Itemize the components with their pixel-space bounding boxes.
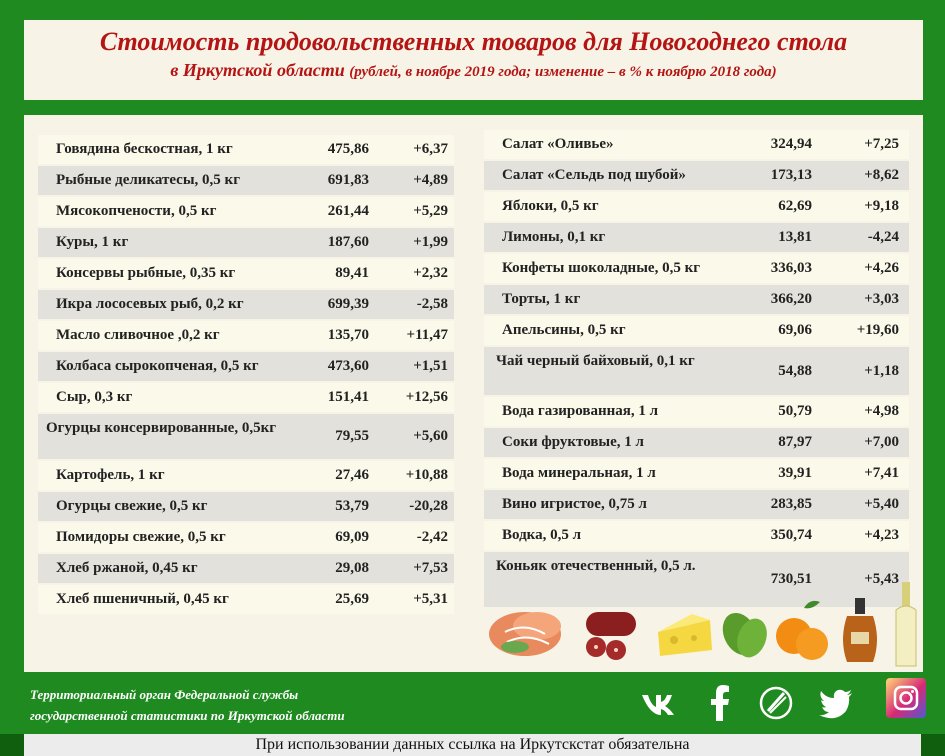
product-price: 69,09 <box>335 529 369 545</box>
product-price: 79,55 <box>335 428 369 444</box>
price-change: -4,24 <box>867 229 899 245</box>
price-change: +7,00 <box>864 434 899 450</box>
product-name: Вино игристое, 0,75 л <box>502 496 647 512</box>
product-name: Чай черный байховый, 0,1 кг <box>496 353 695 369</box>
price-change: +3,03 <box>864 291 899 307</box>
product-price: 50,79 <box>778 403 812 419</box>
instagram-icon[interactable] <box>886 678 926 718</box>
price-change: +2,32 <box>413 265 448 281</box>
citation-notice: При использовании данных ссылка на Иркутскстат обязательна <box>24 734 921 756</box>
price-change: +19,60 <box>856 322 899 338</box>
price-change: +1,18 <box>864 363 899 379</box>
content-panel <box>24 115 923 672</box>
odnoklassniki-icon[interactable] <box>758 683 794 723</box>
price-change: +5,43 <box>864 571 899 587</box>
table-row <box>484 459 909 488</box>
product-price: 366,20 <box>770 291 812 307</box>
table-row <box>484 161 909 190</box>
subtitle-region: в Иркутской области <box>170 60 345 80</box>
table-row <box>38 383 454 412</box>
price-change: -2,58 <box>416 296 448 312</box>
price-change: +5,60 <box>413 428 448 444</box>
product-price: 89,41 <box>335 265 369 281</box>
table-row <box>484 397 909 426</box>
table-row <box>484 521 909 550</box>
product-name: Хлеб пшеничный, 0,45 кг <box>56 591 229 607</box>
product-price: 283,85 <box>770 496 812 512</box>
price-change: +12,56 <box>405 389 448 405</box>
product-name: Соки фруктовые, 1 л <box>502 434 644 450</box>
product-price: 54,88 <box>778 363 812 379</box>
table-row <box>38 352 454 381</box>
price-change: +8,62 <box>864 167 899 183</box>
product-name: Мясокопчености, 0,5 кг <box>56 203 217 219</box>
product-price: 53,79 <box>335 498 369 514</box>
notice-bar <box>0 734 945 756</box>
product-name: Салат «Оливье» <box>502 136 614 152</box>
product-name: Салат «Сельдь под шубой» <box>502 167 686 183</box>
table-row <box>484 490 909 519</box>
price-change: +10,88 <box>405 467 448 483</box>
header <box>24 20 923 100</box>
product-price: 135,70 <box>327 327 369 343</box>
product-name: Яблоки, 0,5 кг <box>502 198 599 214</box>
champagne-bottle-icon <box>888 580 924 670</box>
table-row <box>38 585 454 614</box>
product-price: 13,81 <box>778 229 812 245</box>
product-price: 261,44 <box>327 203 369 219</box>
price-change: +1,51 <box>413 358 448 374</box>
table-row <box>484 254 909 283</box>
product-name: Водка, 0,5 л <box>502 527 581 543</box>
price-change: +9,18 <box>864 198 899 214</box>
product-name: Коньяк отечественный, 0,5 л. <box>496 558 696 574</box>
orange-icon <box>770 592 832 668</box>
table-row <box>38 414 454 459</box>
product-name: Масло сливочное ,0,2 кг <box>56 327 220 343</box>
product-name: Куры, 1 кг <box>56 234 129 250</box>
twitter-icon[interactable] <box>816 683 856 723</box>
table-row <box>38 290 454 319</box>
table-row <box>484 285 909 314</box>
table-row <box>38 492 454 521</box>
product-name: Картофель, 1 кг <box>56 467 165 483</box>
cucumber-icon <box>720 592 770 664</box>
agency-name <box>30 684 345 726</box>
price-change: +4,23 <box>864 527 899 543</box>
table-row <box>38 135 454 164</box>
salmon-icon <box>485 592 573 662</box>
page-subtitle <box>24 58 923 84</box>
cognac-icon <box>835 592 885 668</box>
product-name: Консервы рыбные, 0,35 кг <box>56 265 236 281</box>
product-price: 475,86 <box>327 141 369 157</box>
table-row <box>38 228 454 257</box>
table-row <box>38 197 454 226</box>
table-row <box>38 259 454 288</box>
product-price: 27,46 <box>335 467 369 483</box>
sausage-icon <box>578 592 644 664</box>
table-row <box>484 347 909 395</box>
product-name: Огурцы свежие, 0,5 кг <box>56 498 208 514</box>
right-price-table <box>484 130 909 609</box>
table-row <box>484 130 909 159</box>
product-price: 473,60 <box>327 358 369 374</box>
product-name: Огурцы консервированные, 0,5кг <box>46 420 277 436</box>
product-price: 187,60 <box>327 234 369 250</box>
product-name: Помидоры свежие, 0,5 кг <box>56 529 226 545</box>
product-price: 39,91 <box>778 465 812 481</box>
product-price: 173,13 <box>770 167 812 183</box>
product-price: 699,39 <box>327 296 369 312</box>
price-change: +7,53 <box>413 560 448 576</box>
price-change: +11,47 <box>406 327 448 343</box>
left-price-table <box>38 135 454 616</box>
price-change: +1,99 <box>413 234 448 250</box>
product-price: 29,08 <box>335 560 369 576</box>
product-price: 730,51 <box>770 571 812 587</box>
product-price: 62,69 <box>778 198 812 214</box>
price-change: +4,26 <box>864 260 899 276</box>
vk-icon[interactable] <box>638 683 678 723</box>
table-row <box>484 316 909 345</box>
product-name: Вода газированная, 1 л <box>502 403 659 419</box>
table-row <box>38 166 454 195</box>
price-change: +5,40 <box>864 496 899 512</box>
subtitle-note: (рублей, в ноябре 2019 года; изменение – в % к ноябрю 2018 года) <box>349 64 777 80</box>
agency-line-2: государственной статистики по Иркутской области <box>30 708 345 723</box>
product-name: Конфеты шоколадные, 0,5 кг <box>502 260 701 276</box>
product-name: Говядина бескостная, 1 кг <box>56 141 233 157</box>
price-change: -2,42 <box>416 529 448 545</box>
product-price: 324,94 <box>770 136 812 152</box>
product-price: 350,74 <box>770 527 812 543</box>
product-name: Вода минеральная, 1 л <box>502 465 656 481</box>
product-name: Торты, 1 кг <box>502 291 581 307</box>
price-change: +4,89 <box>413 172 448 188</box>
table-row <box>484 192 909 221</box>
agency-line-1: Территориальный орган Федеральной службы <box>30 687 299 702</box>
product-name: Рыбные деликатесы, 0,5 кг <box>56 172 240 188</box>
product-name: Икра лососевых рыб, 0,2 кг <box>56 296 244 312</box>
table-row <box>38 321 454 350</box>
product-name: Сыр, 0,3 кг <box>56 389 133 405</box>
product-name: Лимоны, 0,1 кг <box>502 229 606 245</box>
price-change: +4,98 <box>864 403 899 419</box>
table-row <box>38 523 454 552</box>
product-name: Апельсины, 0,5 кг <box>502 322 626 338</box>
price-change: +6,37 <box>413 141 448 157</box>
product-price: 25,69 <box>335 591 369 607</box>
price-change: +7,25 <box>864 136 899 152</box>
price-change: -20,28 <box>409 498 448 514</box>
table-row <box>484 223 909 252</box>
cheese-icon <box>652 592 718 664</box>
table-row <box>38 461 454 490</box>
product-price: 336,03 <box>770 260 812 276</box>
table-row <box>38 554 454 583</box>
price-change: +7,41 <box>864 465 899 481</box>
product-name: Хлеб ржаной, 0,45 кг <box>56 560 198 576</box>
price-change: +5,29 <box>413 203 448 219</box>
product-price: 87,97 <box>778 434 812 450</box>
product-price: 69,06 <box>778 322 812 338</box>
table-row <box>484 428 909 457</box>
product-name: Колбаса сырокопченая, 0,5 кг <box>56 358 259 374</box>
price-change: +5,31 <box>413 591 448 607</box>
facebook-icon[interactable] <box>706 683 736 723</box>
product-price: 691,83 <box>327 172 369 188</box>
page-title: Стоимость продовольственных товаров для Новогоднего стола <box>99 27 848 56</box>
product-price: 151,41 <box>327 389 369 405</box>
